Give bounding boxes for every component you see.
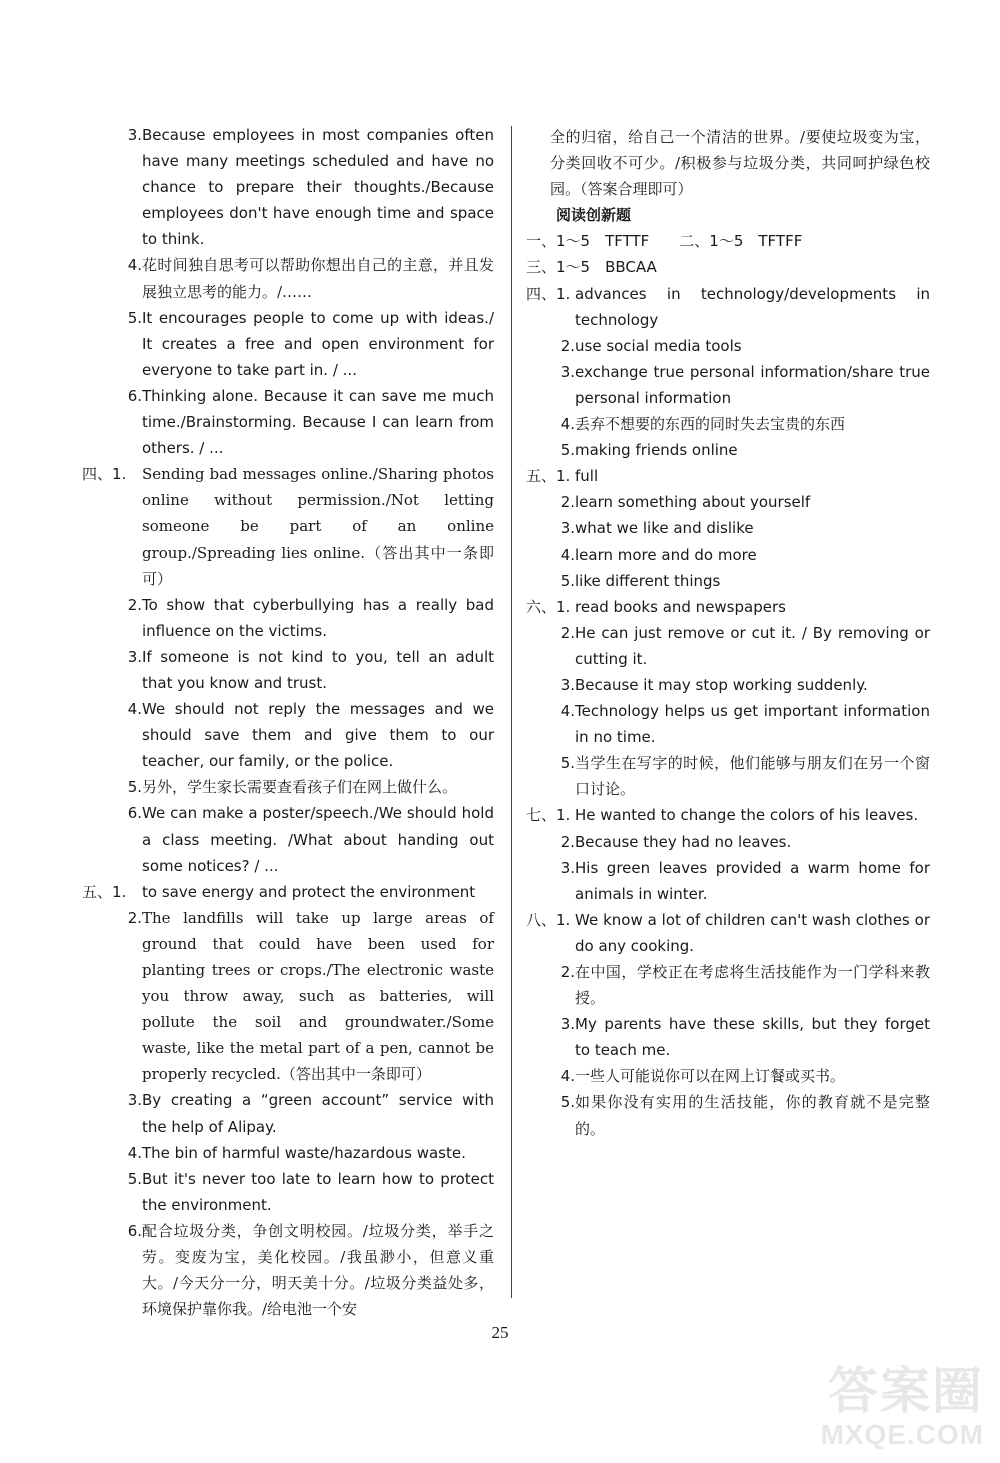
answer-item — [526, 333, 930, 359]
answer-item — [526, 281, 930, 333]
answer-text: To show that cyberbullying has a really bad influence on the victims. — [142, 595, 494, 640]
answer-number: 4. — [560, 415, 575, 434]
answer-text: 一些人可能说你可以在网上订餐或买书。 — [575, 1067, 846, 1086]
answer-number: 5. — [560, 1093, 575, 1112]
answer-text: By creating a “green account” service with the help of Alipay. — [142, 1091, 494, 1136]
answer-item — [82, 1166, 494, 1218]
answer-text: The bin of harmful waste/hazardous waste. — [142, 1143, 466, 1162]
answer-text: exchange true personal information/share true personal information — [575, 362, 930, 407]
answer-number: 5. — [560, 754, 575, 773]
answer-text: read books and newspapers — [575, 597, 786, 616]
watermark-logo — [784, 1351, 984, 1451]
answer-item — [526, 515, 930, 541]
answer-number: 3. — [127, 126, 142, 144]
answer-item — [82, 696, 494, 774]
answer-item — [82, 1140, 494, 1166]
answer-text: making friends online — [575, 441, 738, 460]
answer-number: 3. — [127, 647, 142, 666]
answer-text: 丢弃不想要的东西的同时失去宝贵的东西 — [575, 415, 846, 434]
answer-item — [82, 383, 494, 461]
answer-number: 八、1. — [526, 910, 571, 929]
answer-text: 当学生在写字的时候，他们能够与朋友们在另一个窗口讨论。 — [575, 754, 930, 799]
answer-item — [82, 905, 494, 1088]
answer-text: Thinking alone. Because it can save me much time./Brainstorming. Because I can learn from others. / ... — [142, 386, 494, 458]
answer-text: what we like and dislike — [575, 519, 754, 538]
answer-text: The landfills will take up large areas of ground that could have been used for planting trees or crops./The electronic waste you throw away, such as batteries, will pollute the soil and groundwater./Some waste, like the metal part of a pen, cannot be properly recycled.（答出其中一条即可） — [142, 908, 494, 1084]
answer-item — [82, 592, 494, 644]
answer-item — [526, 672, 930, 698]
answer-item — [526, 359, 930, 411]
answer-number: 5. — [560, 571, 575, 590]
answer-number: 3. — [560, 362, 575, 381]
answer-item — [526, 1089, 930, 1141]
answer-text: to save energy and protect the environment — [142, 882, 476, 901]
answer-item — [526, 437, 930, 463]
answer-number: 5. — [560, 441, 575, 460]
simple-answer-line: 一、1～5 TFTTF 二、1～5 TFTFF — [526, 232, 803, 251]
answer-number: 3. — [127, 1091, 142, 1110]
answer-item — [526, 620, 930, 672]
answer-number: 2. — [560, 336, 575, 355]
watermark-title: 答案圈 — [828, 1362, 984, 1420]
simple-answer-line: 三、1～5 BBCAA — [526, 258, 657, 277]
answer-text: Sending bad messages online./Sharing photos online without permission./Not letting someone be part of an online group./Spreading lies online.（答出其中一条即可） — [142, 465, 494, 588]
answer-item — [82, 305, 494, 383]
right-column — [526, 124, 930, 1142]
answer-text: Because employees in most companies often have many meetings scheduled and have no chance to prepare their thoughts./Because employees don't have enough time and space to think. — [142, 126, 494, 249]
answer-item — [82, 461, 494, 591]
answer-item — [526, 802, 930, 828]
answer-number: 七、1. — [526, 806, 571, 825]
answer-number: 5. — [127, 308, 142, 327]
section-heading: 阅读创新题 — [556, 206, 632, 225]
left-column — [82, 122, 494, 1322]
answer-number: 4. — [560, 1067, 575, 1086]
column-divider — [511, 126, 512, 1298]
answer-text: If someone is not kind to you, tell an adult that you know and trust. — [142, 647, 494, 692]
answer-item — [526, 568, 930, 594]
answer-number: 6. — [127, 386, 142, 405]
answer-text: use social media tools — [575, 336, 742, 355]
answer-text: He can just remove or cut it. / By removing or cutting it. — [575, 623, 930, 668]
answer-item — [526, 959, 930, 1011]
answer-text: 在中国，学校正在考虑将生活技能作为一门学科来教授。 — [575, 963, 930, 1008]
answer-text: Technology helps us get important information in no time. — [575, 702, 930, 747]
answer-text: He wanted to change the colors of his leaves. — [575, 806, 919, 825]
answer-number: 2. — [560, 832, 575, 851]
answer-text: learn something about yourself — [575, 493, 811, 512]
answer-item — [82, 800, 494, 878]
answer-number: 四、1. — [526, 284, 571, 303]
answer-text: Because it may stop working suddenly. — [575, 675, 868, 694]
answer-item — [526, 698, 930, 750]
answer-number: 3. — [560, 1015, 575, 1034]
answer-number: 4. — [560, 702, 575, 721]
right-answer-list — [526, 281, 930, 1142]
answer-number: 五、1. — [526, 467, 571, 486]
answer-number: 5. — [127, 778, 142, 797]
answer-item — [82, 879, 494, 905]
answer-continuation: 全的归宿，给自己一个清洁的世界。/要使垃圾变为宝，分类回收不可少。/积极参与垃圾分类，共同呵护绿色校园。（答案合理即可） — [550, 128, 930, 199]
answer-text: 花时间独自思考可以帮助你想出自己的主意，并且发展独立思考的能力。/…… — [142, 256, 494, 301]
answer-number: 2. — [560, 623, 575, 642]
answer-number: 4. — [127, 1143, 142, 1162]
answer-item — [526, 829, 930, 855]
answer-number: 3. — [560, 675, 575, 694]
answer-text: Because they had no leaves. — [575, 832, 792, 851]
answer-item — [82, 644, 494, 696]
answer-text: 另外，学生家长需要查看孩子们在网上做什么。 — [142, 778, 458, 797]
answer-number: 6. — [127, 804, 142, 823]
answer-text: But it's never too late to learn how to protect the environment. — [142, 1169, 494, 1214]
answer-item — [82, 122, 494, 252]
answer-text: His green leaves provided a warm home for animals in winter. — [575, 858, 930, 903]
answer-item — [526, 855, 930, 907]
answer-item — [526, 907, 930, 959]
answer-text: learn more and do more — [575, 545, 757, 564]
answer-number: 5. — [127, 1169, 142, 1188]
answer-item — [526, 463, 930, 489]
answer-number: 四、1. — [82, 465, 127, 484]
answer-number: 4. — [127, 700, 142, 719]
answer-item — [526, 489, 930, 515]
answer-item — [526, 411, 930, 437]
answer-number: 2. — [560, 963, 575, 981]
answer-item — [526, 750, 930, 802]
answer-number: 2. — [127, 908, 142, 927]
answer-number: 4. — [560, 545, 575, 564]
answer-text: We can make a poster/speech./We should hold a class meeting. /What about handing out some notices? / ... — [142, 804, 494, 875]
answer-text: 如果你没有实用的生活技能，你的教育就不是完整的。 — [575, 1093, 930, 1138]
watermark-url: MXQE.COM — [820, 1419, 984, 1450]
answer-item — [82, 252, 494, 304]
answer-number: 2. — [127, 595, 142, 614]
answer-text: advances in technology/developments in technology — [575, 284, 930, 329]
answer-number: 3. — [560, 519, 575, 538]
answer-text: We know a lot of children can't wash clothes or do any cooking. — [575, 910, 930, 955]
answer-number: 六、1. — [526, 597, 571, 616]
answer-item — [82, 1087, 494, 1139]
answer-item — [526, 594, 930, 620]
answer-text: full — [575, 467, 599, 486]
answer-text: 配合垃圾分类，争创文明校园。/垃圾分类，举手之劳。变废为宝，美化校园。/我虽渺小，但意义重大。/今天分一分，明天美十分。/垃圾分类益处多，环境保护靠你我。/给电池一个安 — [142, 1221, 494, 1319]
answer-text: My parents have these skills, but they forget to teach me. — [575, 1015, 930, 1060]
answer-number: 3. — [560, 858, 575, 877]
answer-item — [526, 1011, 930, 1063]
answer-number: 五、1. — [82, 882, 127, 901]
answer-text: It encourages people to come up with ideas./ It creates a free and open environment for everyone to take part in. / ... — [142, 308, 494, 379]
answer-number: 2. — [560, 493, 575, 512]
answer-number: 6. — [127, 1221, 142, 1240]
answer-item — [82, 1218, 494, 1322]
answer-number: 4. — [127, 256, 142, 275]
answer-text: like different things — [575, 571, 721, 590]
page-number: 25 — [491, 1323, 509, 1342]
answer-text: We should not reply the messages and we should save them and give them to our teacher, our family, or the police. — [142, 700, 494, 771]
answer-item — [526, 542, 930, 568]
answer-item — [82, 774, 494, 800]
answer-item — [526, 1063, 930, 1089]
